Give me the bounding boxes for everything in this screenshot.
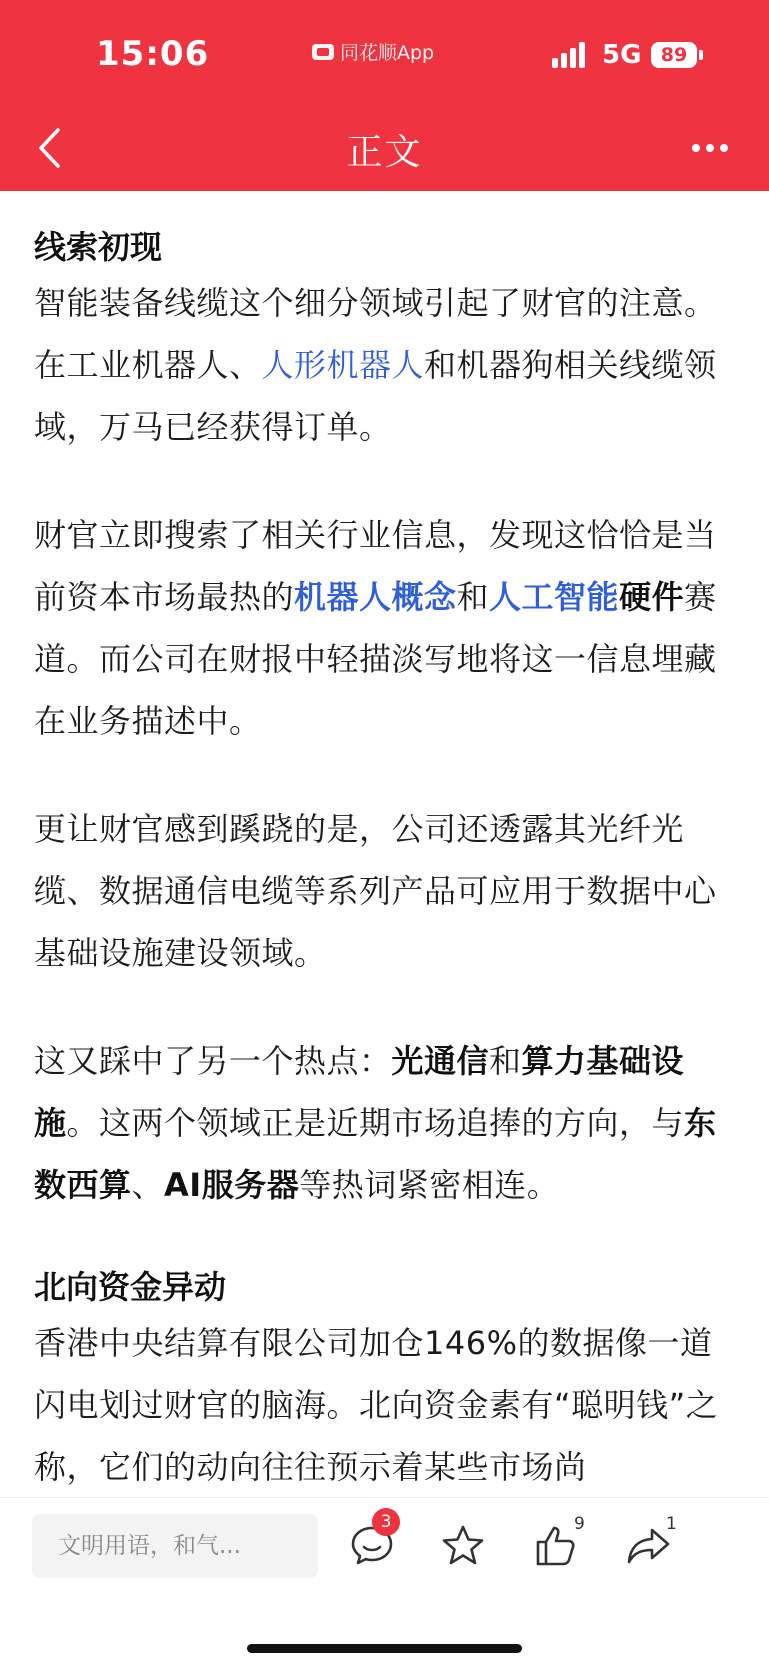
article-body <box>34 222 740 1497</box>
stock-concept-link[interactable]: 人工智能 <box>489 578 620 616</box>
like-button[interactable] <box>530 1514 585 1572</box>
share-button[interactable] <box>622 1514 677 1572</box>
paragraph <box>34 272 740 458</box>
comment-count-badge: 3 <box>372 1508 400 1536</box>
text-run: 财官立即搜索了相关行业信息，发现这恰恰是当前资本市场最热的 <box>34 516 717 616</box>
text-run: 。这两个领域正是近期市场追捧的方向，与 <box>66 1104 685 1142</box>
like-count: 9 <box>574 1514 585 1534</box>
source-app-tag <box>312 38 434 65</box>
bold-text: 光通信 <box>391 1042 490 1080</box>
stock-concept-link[interactable]: 人形机器人 <box>261 346 425 384</box>
battery-icon <box>699 50 703 60</box>
signal-icon <box>552 42 594 68</box>
stock-concept-link[interactable]: 机器人概念 <box>294 578 457 616</box>
bold-text: 算力基础设施 <box>34 1042 685 1142</box>
bold-text: 硬件 <box>619 578 685 616</box>
top-header <box>0 0 769 191</box>
app-logo-icon <box>312 44 334 60</box>
network-type: 5G <box>602 40 642 70</box>
status-bar <box>0 0 769 110</box>
text-run: 智能装备线缆这个细分领域引起了财官的注意。在工业机器人、 <box>34 284 717 384</box>
more-button[interactable] <box>690 132 740 162</box>
section-heading: 北向资金异动 <box>34 1268 227 1306</box>
comment-button[interactable] <box>346 1512 398 1572</box>
text-run: 这又踩中了另一个热点： <box>34 1042 392 1080</box>
star-icon <box>437 1520 489 1572</box>
text-run: 和 <box>489 1042 522 1080</box>
text-run: 和 <box>456 578 490 616</box>
paragraph <box>34 1030 740 1216</box>
paragraph: 更让财官感到蹊跷的是，公司还透露其光纤光缆、数据通信电缆等系列产品可应用于数据中心基础设施建设领域。 <box>34 810 717 972</box>
battery-level: 89 <box>651 42 697 68</box>
bold-text: AI服务器 <box>164 1166 300 1204</box>
paragraph <box>34 504 740 752</box>
favorite-button[interactable] <box>437 1520 489 1572</box>
bold-text: 东数西算 <box>34 1104 717 1204</box>
text-run: 和机器狗相关线缆领域，万马已经获得订单。 <box>34 346 717 446</box>
more-icon <box>692 144 700 152</box>
share-count: 1 <box>666 1514 677 1534</box>
text-run: 、 <box>131 1166 165 1204</box>
page-title: 正文 <box>346 132 423 173</box>
paragraph: 香港中央结算有限公司加仓146%的数据像一道闪电划过财官的脑海。北向资金素有“聪明钱”之称，它们的动向往往预示着某些市场尚 <box>34 1324 719 1486</box>
home-indicator[interactable] <box>247 1644 522 1653</box>
text-run: 等热词紧密相连。 <box>299 1166 560 1204</box>
comment-input[interactable]: 文明用语，和气... <box>32 1514 318 1578</box>
section-heading: 线索初现 <box>34 228 163 266</box>
bottom-action-bar <box>0 1497 769 1666</box>
text-run: 赛道。而公司在财报中轻描淡写地将这一信息埋藏在业务描述中。 <box>34 578 717 740</box>
source-app-label: 同花顺App <box>340 42 435 64</box>
nav-bar <box>0 110 769 191</box>
status-time: 15:06 <box>96 34 210 74</box>
